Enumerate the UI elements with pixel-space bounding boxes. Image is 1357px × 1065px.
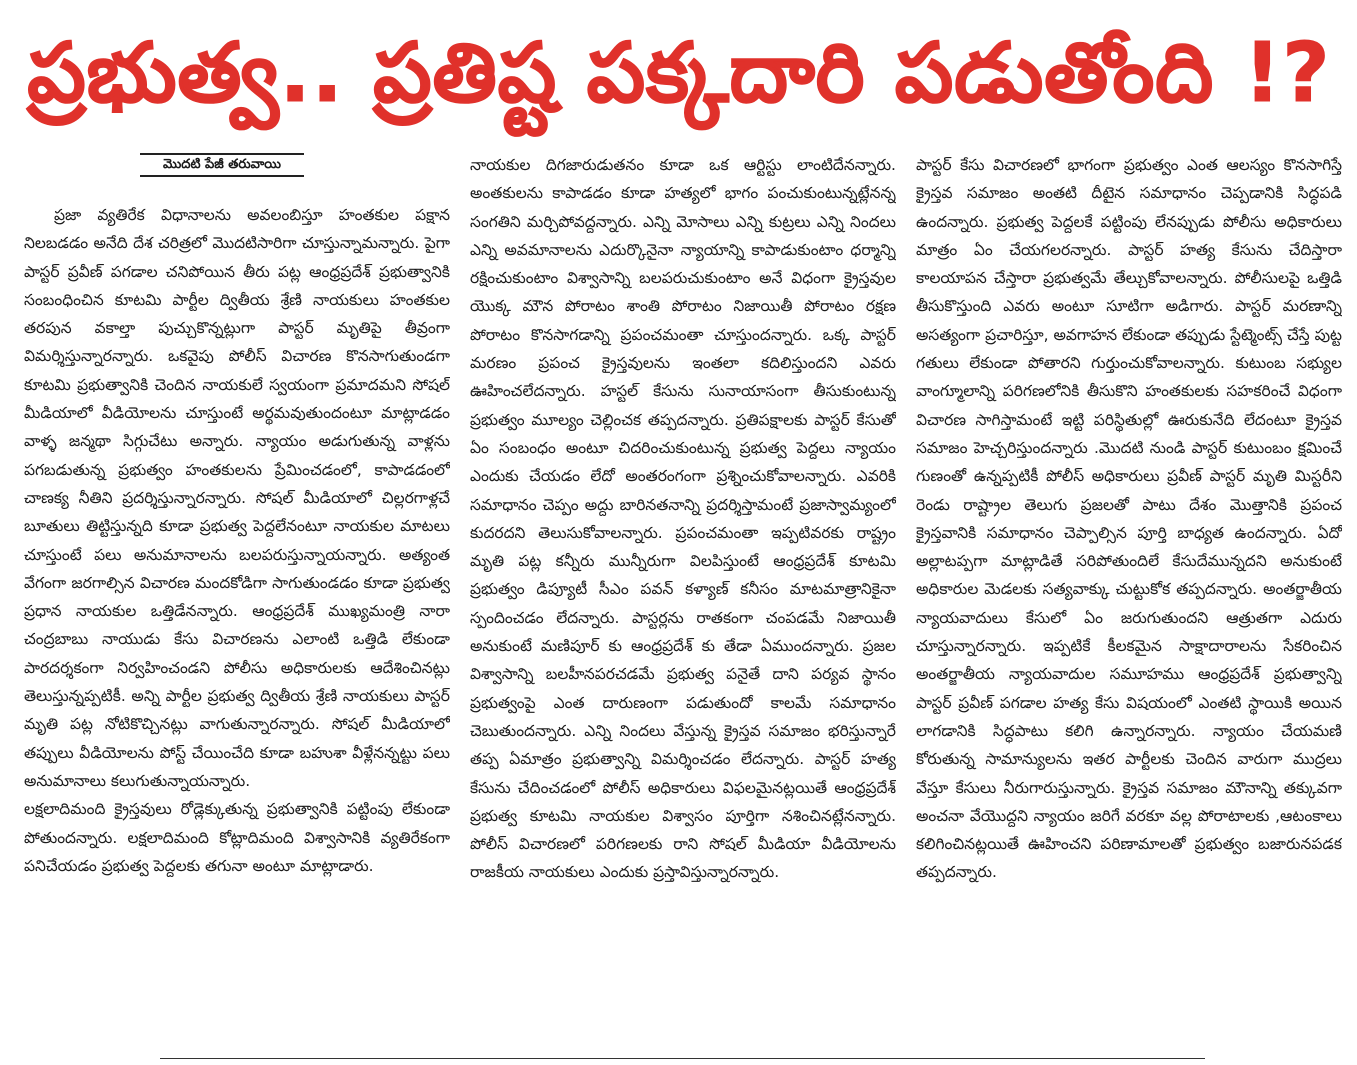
article-paragraph: లక్షలాదిమంది క్రైస్తవులు రోడ్లెక్కుతున్న ప్రభుత్వానికి పట్టింపు లేకుండా పోతుందన్నారు. లక్షలాదిమంది కోట్లాదిమంది విశ్వాసానికి వ్యతిరేకంగా పనిచేయడం ప్రభుత్వ పెద్దలకు తగునా అంటూ మాట్లాడారు.: [24, 800, 450, 875]
article-column-1: [24, 201, 450, 1041]
article-paragraph: నాయకుల దిగజారుడుతనం కూడా ఒక ఆర్టిస్టు లాంటిదేనన్నారు. అంతకులను కాపాడడం కూడా హత్యలో భాగం పంచుకుంటున్నట్లేనన్న సంగతిని మర్చిపోవద్దన్నారు. ఎన్ని మోసాలు ఎన్ని కుట్రలు ఎన్ని నిందలు ఎన్ని అవమానాలను ఎదుర్కొనైనా న్యాయాన్ని కాపాడుకుంటాం ధర్మాన్ని రక్షించుకుంటాం విశ్వాసాన్ని బలపరుచుకుంటాం అనే విధంగా క్రైస్తవుల యొక్క మౌన పోరాటం శాంతి పోరాటం నిజాయితీ పోరాటం రక్షణ పోరాటం కొనసాగడాన్ని ప్రపంచమంతా చూస్తుందన్నారు. ఒక్క పాస్టర్ మరణం ప్రపంచ క్రైస్తవులను ఇంతలా కదిలిస్తుందని ఎవరు ఊహించలేదన్నారు. హస్టల్ కేసును సునాయాసంగా తీసుకుంటున్న ప్రభుత్వం మూల్యం చెల్లించక తప్పదన్నారు. ప్రతిపక్షాలకు పాస్టర్ కేసుతో ఏం సంబంధం అంటూ చిదరించుకుంటున్న ప్రభుత్వ పెద్దలు న్యాయం ఎందుకు చేయడం లేదో అంతరంగంగా ప్రశ్నించుకోవాలన్నారు. ఎవరికి సమాధానం చెప్పం అద్దు బారినతనాన్ని ప్రదర్శిస్తామంటే ప్రజాస్వామ్యంలో కుదరదని తెలుసుకోవాలన్నారు. ప్రపంచమంతా ఇప్పటివరకు రాష్ట్రం మృతి పట్ల కన్నీరు మున్నీరుగా విలపిస్తుంటే ఆంధ్రప్రదేశ్ కూటమి ప్రభుత్వం డిప్యూటీ సీఎం పవన్ కళ్యాణ్ కనీసం మాటమాత్రానికైనా స్పందించడం లేదన్నారు. పాస్టర్లను రాతకంగా చంపడమే నిజాయితీ అనుకుంటే మణిపూర్ కు ఆంధ్రప్రదేశ్ కు తేడా ఏముందన్నారు. ప్రజల విశ్వాసాన్ని బలహీనపరచడమే ప్రభుత్వ పనైతే దాని పర్యవ స్థానం ప్రభుత్వంపై ఎంత దారుణంగా పడుతుందో కాలమే సమాధానం చెబుతుందన్నారు. ఎన్ని నిందలు వేస్తున్న క్రైస్తవ సమాజం భరిస్తున్నారే తప్ప ఏమాత్రం ప్రభుత్వాన్ని విమర్శించడం లేదన్నారు. పాస్టర్ హత్య కేసును చేదించడంలో పోలీస్ అధికారులు విఫలమైనట్లయితే ఆంధ్రప్రదేశ్ ప్రభుత్వ కూటమి నాయకుల విశ్వాసం పూర్తిగా నశించినట్లేనన్నారు. పోలీస్ విచారణలో పరిగణలకు రాని సోషల్ మీడియా వీడియోలను రాజకీయ నాయకులు ఎందుకు ప్రస్తావిస్తున్నారన్నారు.: [470, 156, 896, 882]
article-column-3: [916, 151, 1342, 1041]
article-paragraph: పాస్టర్ కేసు విచారణలో భాగంగా ప్రభుత్వం ఎంత ఆలస్యం కొనసాగిస్తే క్రైస్తవ సమాజం అంతటి దీటైన సమాధానం చెప్పడానికి సిద్ధపడి ఉందన్నారు. ప్రభుత్వ పెద్దలకే పట్టింపు లేనప్పుడు పోలీసు అధికారులు మాత్రం ఏం చేయగలరన్నారు. పాస్టర్ హత్య కేసును చేదిస్తారా కాలయాపన చేస్తారా ప్రభుత్వమే తేల్చుకోవాలన్నారు. పోలీసులపై ఒత్తిడి తీసుకొస్తుంది ఎవరు అంటూ సూటిగా అడిగారు. పాస్టర్ మరణాన్ని అసత్యంగా ప్రచారిస్తూ, అవగాహన లేకుండా తప్పుడు స్టేట్మెంట్స్ చేస్తే పుట్ట గతులు లేకుండా పోతారని గుర్తుంచుకోవాలన్నారు. కుటుంబ సభ్యుల వాంగ్మూలాన్ని పరిగణలోనికి తీసుకొని హంతకులకు సహకరించే విధంగా విచారణ సాగిస్తామంటే ఇట్టి పరిస్థితుల్లో ఊరుకునేది లేదంటూ క్రైస్తవ సమాజం హెచ్చరిస్తుందన్నారు .మొదటి నుండి పాస్టర్ కుటుంబం క్షమించే గుణంతో ఉన్నప్పటికీ పోలీస్ అధికారులు ప్రవీణ్ పాస్టర్ మృతి మిస్టరీని రెండు రాష్ట్రాల తెలుగు ప్రజలతో పాటు దేశం మొత్తానికి ప్రపంచ క్రైస్తవానికి సమాధానం చెప్పాల్సిన పూర్తి బాధ్యత ఉందన్నారు. ఏదో అల్లాటప్పగా మాట్లాడితే సరిపోతుందిలే కేసుదేమున్నదని అనుకుంటే అధికారుల మెడలకు సత్యవాక్కు చుట్టుకోక తప్పదన్నారు. అంతర్జాతీయ న్యాయవాదులు కేసులో ఏం జరుగుతుందని ఆత్రుతగా ఎదురు చూస్తున్నారన్నారు. ఇప్పటికే కీలకమైన సాక్షాదారాలను సేకరించిన అంతర్జాతీయ న్యాయవాదుల సమూహము ఆంధ్రప్రదేశ్ ప్రభుత్వాన్ని పాస్టర్ ప్రవీణ్ పగడాల హత్య కేసు విషయంలో ఎంతటి స్థాయికి అయిన లాగడానికి సిద్ధపాటు కలిగి ఉన్నారన్నారు. న్యాయం చేయమణి కోరుతున్న సామాన్యులను ఇతర పార్టీలకు చెందిన వారుగా ముద్రలు వేస్తూ కేసులు నీరుగారుస్తున్నారు. క్రైస్తవ సమాజం మౌనాన్ని తక్కువగా అంచనా వేయొద్దని న్యాయం జరిగే వరకూ వల్ల పోరాటాలకు ,ఆటంకాలు కలిగించినట్లయితే ఊహించని పరిణామాలతో ప్రభుత్వం బజారునపడక తప్పదన్నారు.: [916, 156, 1342, 882]
article-column-2: [470, 151, 896, 1041]
article-paragraph: ప్రజా వ్యతిరేక విధానాలను అవలంబిస్తూ హంతకుల పక్షాన నిలబడడం అనేది దేశ చరిత్రలో మొదటిసారిగా చూస్తున్నామన్నారు. పైగా పాస్టర్ ప్రవీణ్ పగడాల చనిపోయిన తీరు పట్ల ఆంధ్రప్రదేశ్ ప్రభుత్వానికి సంబంధించిన కూటమి పార్టీల ద్వితీయ శ్రేణి నాయకులు హంతకుల తరపున వకాల్తా పుచ్చుకొన్నట్లుగా పాస్టర్ మృతిపై తీవ్రంగా విమర్శిస్తున్నారన్నారు. ఒకవైపు పోలీస్ విచారణ కొనసాగుతుండగా కూటమి ప్రభుత్వానికి చెందిన నాయకులే స్వయంగా ప్రమాదమని సోషల్ మీడియాలో వీడియోలను చూస్తుంటే అర్థమవుతుందంటూ మాట్లాడడం వాళ్ళ జన్మథా సిగ్గుచేటు అన్నారు. న్యాయం అడుగుతున్న వాళ్లను పగబడుతున్న ప్రభుత్వం హంతకులను ప్రేమించడంలో, కాపాడడంలో చాణక్య నీతిని ప్రదర్శిస్తున్నారన్నారు. సోషల్ మీడియాలో చిల్లరగాళ్లచే బూతులు తిట్టిస్తున్నది కూడా ప్రభుత్వ పెద్దలేనంటూ నాయకుల మాటలు చూస్తుంటే పలు అనుమానాలను బలపరుస్తున్నాయన్నారు. అత్యంత వేగంగా జరగాల్సిన విచారణ మందకోడిగా సాగుతుండడం కూడా ప్రభుత్వ ప్రధాన నాయకుల ఒత్తిడేనన్నారు. ఆంధ్రప్రదేశ్ ముఖ్యమంత్రి నారా చంద్రబాబు నాయుడు కేసు విచారణను ఎలాంటి ఒత్తిడి లేకుండా పారదర్శకంగా నిర్వహించండని పోలీసు అధికారులకు ఆదేశించినట్లు తెలుస్తున్నప్పటికీ. అన్ని పార్టీల ప్రభుత్వ ద్వితీయ శ్రేణి నాయకులు పాస్టర్ మృతి పట్ల నోటికొచ్చినట్లు వాగుతున్నారన్నారు. సోషల్ మీడియాలో తప్పులు వీడియోలను పోస్ట్ చేయించేది కూడా బహుశా వీళ్లేనన్నట్టు పలు అనుమానాలు కలుగుతున్నాయన్నారు.: [24, 206, 450, 790]
bottom-divider: [160, 1058, 1205, 1059]
headline: ప్రభుత్వ.. ప్రతిష్ట పక్కదారి పడుతోంది !?: [27, 26, 1331, 121]
continuation-label: మొదటి పేజీ తరువాయి: [140, 153, 304, 177]
